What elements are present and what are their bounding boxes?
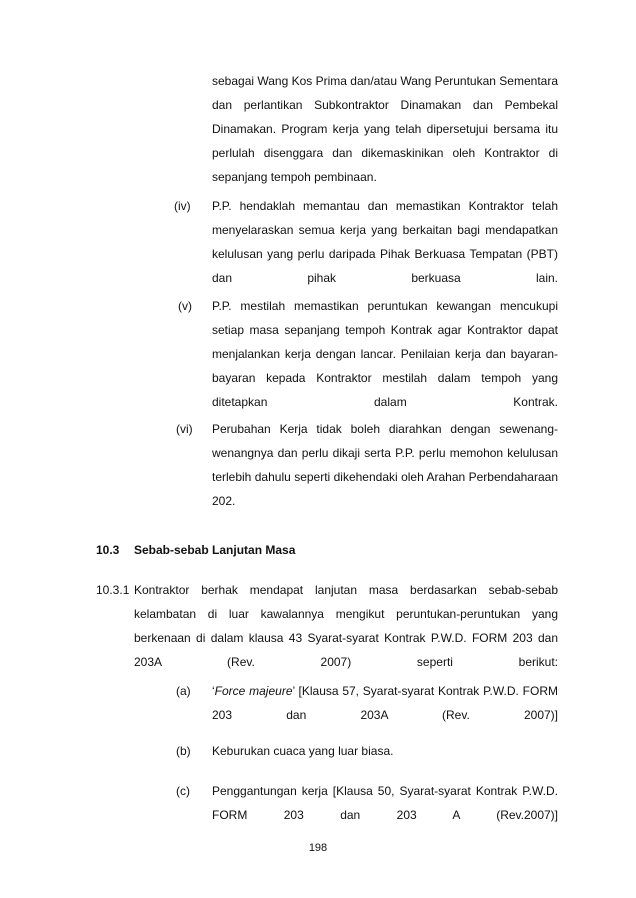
text-line: kelambatan di luar kawalannya mengikut peruntukan-peruntukan yang xyxy=(134,607,558,621)
text-line: bayaran kepada Kontraktor mestilah dalam tempoh yang xyxy=(212,371,558,385)
text-line: ditetapkan dalam Kontrak. xyxy=(212,395,558,409)
item-iv-paragraph xyxy=(212,194,558,290)
text-line: P.P. mestilah memastikan peruntukan kewangan mencukupi xyxy=(212,299,558,313)
text-line-rest: ’ [Klausa 57, Syarat-syarat Kontrak P.W.D. FORM xyxy=(292,684,558,698)
open-quote: ‘ xyxy=(212,684,215,698)
item-vi-paragraph xyxy=(212,417,558,513)
text-line: setiap masa sepanjang tempoh Kontrak agar Kontraktor dapat xyxy=(212,323,558,337)
sub-item-a xyxy=(212,679,558,727)
sub-item-b xyxy=(212,739,558,763)
sub-item-label: (b) xyxy=(176,744,191,758)
text-line xyxy=(212,679,558,703)
page-number: 198 xyxy=(308,842,328,854)
text-line: Keburukan cuaca yang luar biasa. xyxy=(212,744,394,758)
text-line: dan pihak berkuasa lain. xyxy=(212,271,558,285)
text-line: Penggantungan kerja [Klausa 50, Syarat-syarat Kontrak P.W.D. xyxy=(212,784,558,798)
text-line: sebagai Wang Kos Prima dan/atau Wang Peruntukan Sementara xyxy=(212,74,558,88)
item-label: (iv) xyxy=(174,199,191,213)
text-line: terlebih dahulu seperti dikehendaki oleh Arahan Perbendaharaan xyxy=(212,470,558,484)
text-line: Dinamakan. Program kerja yang telah dipersetujui bersama itu xyxy=(212,122,558,136)
item-label: (vi) xyxy=(176,422,193,436)
text-line: FORM 203 dan 203 A (Rev.2007)] xyxy=(212,808,558,822)
subsection-number: 10.3.1 xyxy=(96,583,130,597)
text-line: 203 dan 203A (Rev. 2007)] xyxy=(212,708,558,722)
text-line: Perubahan Kerja tidak boleh diarahkan dengan sewenang- xyxy=(212,422,558,436)
section-number: 10.3 xyxy=(96,543,120,557)
text-line: 202. xyxy=(212,494,236,508)
text-line: berkenaan di dalam klausa 43 Syarat-syarat Kontrak P.W.D. FORM 203 dan xyxy=(134,631,558,645)
sub-item-label: (c) xyxy=(176,784,190,798)
text-line: Kontraktor berhak mendapat lanjutan masa berdasarkan sebab-sebab xyxy=(134,583,558,597)
continuation-paragraph xyxy=(212,69,558,189)
text-line: kelulusan yang perlu daripada Pihak Berkuasa Tempatan (PBT) xyxy=(212,247,558,261)
text-line: dan perlantikan Subkontraktor Dinamakan dan Pembekal xyxy=(212,98,558,112)
text-line: menjalankan kerja dengan lancar. Penilaian kerja dan bayaran- xyxy=(212,347,558,361)
sub-item-label: (a) xyxy=(176,684,191,698)
item-v-paragraph xyxy=(212,294,558,414)
text-line: sepanjang tempoh pembinaan. xyxy=(212,170,377,184)
text-line: wenangnya dan perlu dikaji serta P.P. perlu memohon kelulusan xyxy=(212,446,558,460)
text-line: P.P. hendaklah memantau dan memastikan Kontraktor telah xyxy=(212,199,558,213)
italic-term: Force majeure xyxy=(214,684,293,698)
section-title: Sebab-sebab Lanjutan Masa xyxy=(134,543,296,557)
text-line: menyelaraskan semua kerja yang berkaitan bagi mendapatkan xyxy=(212,223,558,237)
subsection-paragraph xyxy=(134,578,558,674)
item-label: (v) xyxy=(178,299,192,313)
text-line: perlulah disenggara dan dikemaskinikan oleh Kontraktor di xyxy=(212,146,558,160)
text-line: 203A (Rev. 2007) seperti berikut: xyxy=(134,655,558,669)
sub-item-c xyxy=(212,779,558,827)
